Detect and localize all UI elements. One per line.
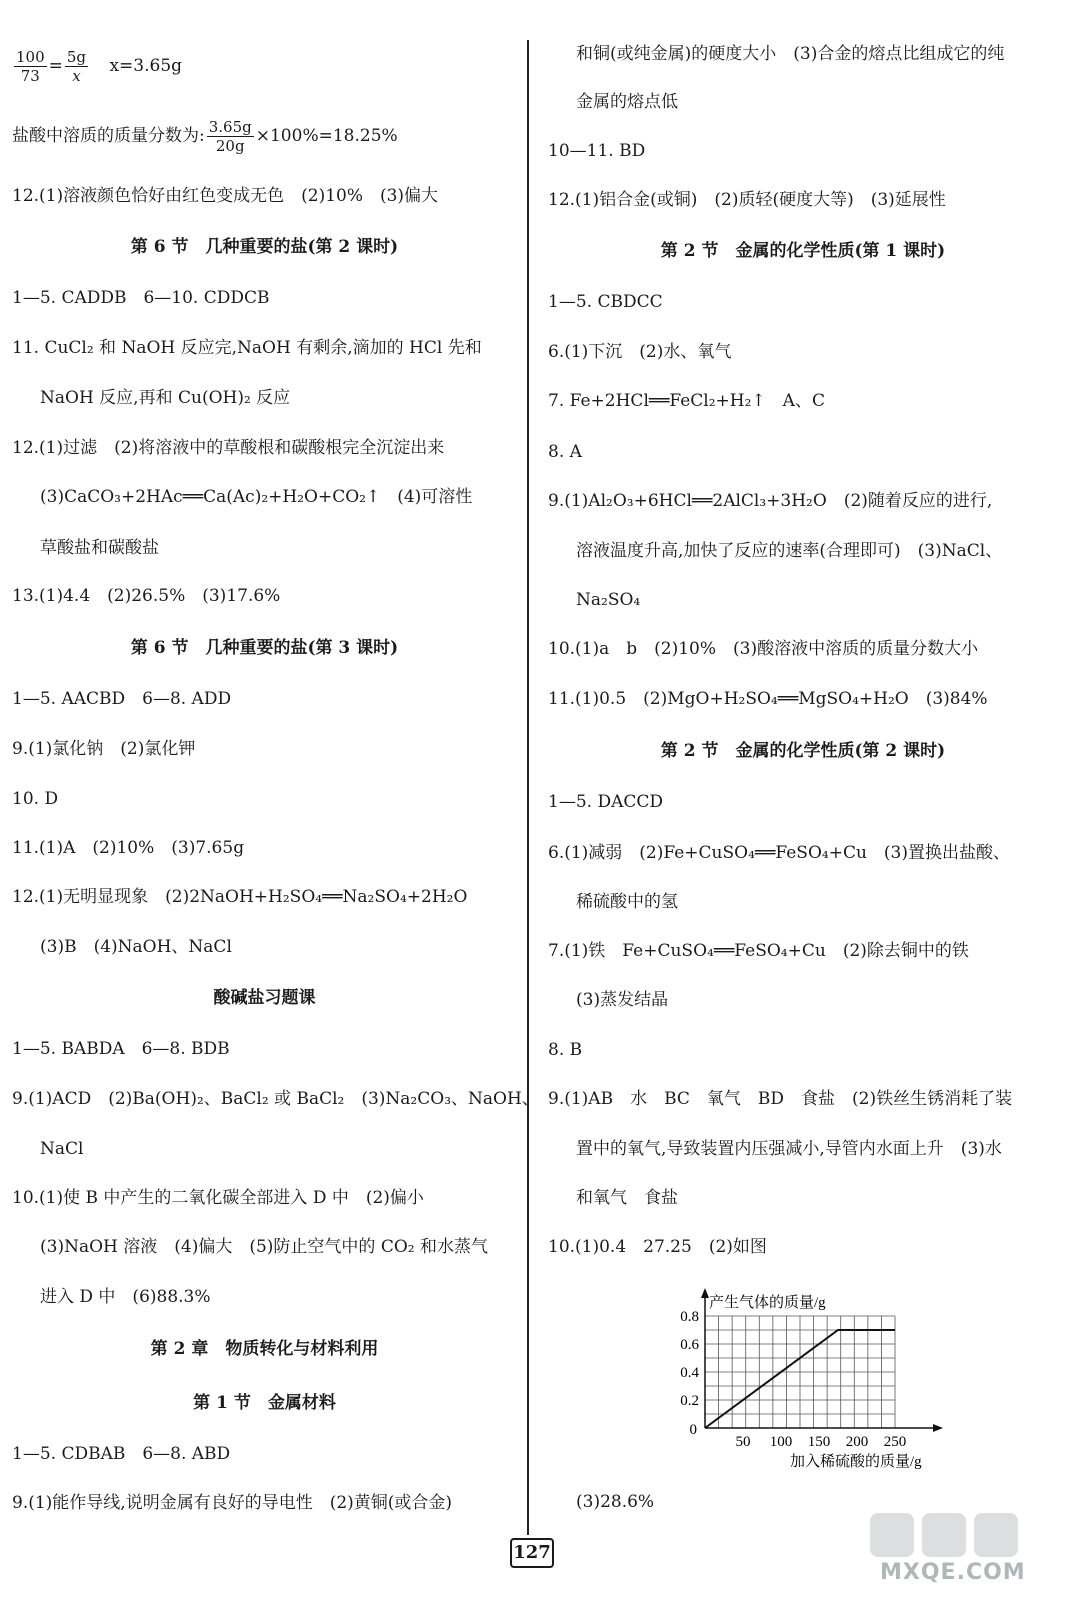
y-axis-arrow — [701, 1288, 709, 1298]
answer-line: 置中的氧气,导致装置内压强减小,导管内水面上升 (3)水 — [576, 1139, 1002, 1159]
answer-line: 10—11. BD — [548, 141, 646, 161]
answer-line: (3)NaOH 溶液 (4)偏大 (5)防止空气中的 CO₂ 和水蒸气 — [40, 1237, 488, 1257]
answer-line: (3)CaCO₃+2HAc══Ca(Ac)₂+H₂O+CO₂↑ (4)可溶性 — [40, 487, 473, 507]
answer-line: Na₂SO₄ — [576, 590, 641, 610]
answer-line: 11.(1)0.5 (2)MgO+H₂SO₄══MgSO₄+H₂O (3)84% — [548, 689, 988, 709]
section-heading: 第 6 节 几种重要的盐(第 3 课时) — [130, 638, 399, 658]
denominator: 73 — [20, 67, 40, 85]
chapter-heading: 第 2 章 物质转化与材料利用 — [150, 1339, 379, 1359]
x-axis-arrow — [933, 1424, 943, 1432]
answer-line: 9.(1)ACD (2)Ba(OH)₂、BaCl₂ 或 BaCl₂ (3)Na₂CO₃、NaOH、 — [12, 1089, 539, 1109]
answer-line: 11.(1)A (2)10% (3)7.65g — [12, 838, 245, 858]
y-tick-label: 0.4 — [680, 1365, 699, 1381]
numerator: 3.65g — [208, 118, 252, 136]
answer-line: 1—5. CBDCC — [548, 292, 663, 312]
x-tick-label: 150 — [807, 1434, 831, 1450]
section-heading: 第 1 节 金属材料 — [193, 1393, 336, 1413]
x-tick-label: 250 — [883, 1434, 907, 1450]
answer-line: 10.(1)a b (2)10% (3)酸溶液中溶质的质量分数大小 — [548, 639, 979, 659]
answer-line: 7.(1)铁 Fe+CuSO₄══FeSO₄+Cu (2)除去铜中的铁 — [548, 941, 969, 961]
answer-line: 1—5. BABDA 6—8. BDB — [12, 1039, 230, 1059]
answer-line: 进入 D 中 (6)88.3% — [40, 1287, 211, 1307]
answer-line: NaCl — [40, 1139, 84, 1159]
section-heading: 第 6 节 几种重要的盐(第 2 课时) — [130, 237, 399, 257]
answer-line: (3)B (4)NaOH、NaCl — [40, 937, 232, 957]
answer-line: 9.(1)Al₂O₃+6HCl══2AlCl₃+3H₂O (2)随着反应的进行, — [548, 491, 993, 511]
equation-result: x=3.65g — [109, 56, 183, 76]
y-axis-label: 产生气体的质量/g — [709, 1295, 826, 1311]
answer-line: 8. B — [548, 1040, 583, 1060]
section-heading: 酸碱盐习题课 — [213, 988, 316, 1008]
answer-line: 11. CuCl₂ 和 NaOH 反应完,NaOH 有剩余,滴加的 HCl 先和 — [12, 338, 482, 358]
x-tick-label: 200 — [845, 1434, 869, 1450]
answer-line: 10.(1)使 B 中产生的二氧化碳全部进入 D 中 (2)偏小 — [12, 1188, 424, 1208]
gas-mass-chart — [660, 1283, 960, 1483]
numerator: 100 — [16, 48, 45, 66]
section-heading: 第 2 节 金属的化学性质(第 2 课时) — [660, 741, 946, 761]
answer-line: 稀硫酸中的氢 — [576, 892, 678, 912]
answer-line: 9.(1)氯化钠 (2)氯化钾 — [12, 739, 196, 759]
answer-line: 1—5. DACCD — [548, 792, 663, 812]
section-heading: 第 2 节 金属的化学性质(第 1 课时) — [660, 241, 946, 261]
answer-line: 6.(1)下沉 (2)水、氧气 — [548, 342, 732, 362]
x-axis-label: 加入稀硫酸的质量/g — [790, 1454, 922, 1470]
text: ×100%=18.25% — [255, 126, 398, 146]
answer-line: 金属的熔点低 — [576, 92, 678, 112]
answer-line: 6.(1)减弱 (2)Fe+CuSO₄══FeSO₄+Cu (3)置换出盐酸、 — [548, 843, 1010, 863]
answer-line: 10. D — [12, 789, 59, 809]
answer-line: 草酸盐和碳酸盐 — [40, 538, 159, 558]
column-divider — [527, 40, 529, 1535]
x-tick-label: 100 — [769, 1434, 793, 1450]
answer-line: 12.(1)无明显现象 (2)2NaOH+H₂SO₄══Na₂SO₄+2H₂O — [12, 887, 468, 907]
fraction — [14, 48, 47, 85]
origin-label: 0 — [689, 1422, 697, 1438]
mass-fraction-line — [12, 118, 398, 155]
answer-line: 13.(1)4.4 (2)26.5% (3)17.6% — [12, 586, 281, 606]
y-tick-label: 0.8 — [680, 1309, 699, 1325]
answer-line: 12.(1)铝合金(或铜) (2)质轻(硬度大等) (3)延展性 — [548, 190, 946, 210]
answer-line: 12.(1)溶液颜色恰好由红色变成无色 (2)10% (3)偏大 — [12, 186, 439, 206]
answer-line: 7. Fe+2HCl══FeCl₂+H₂↑ A、C — [548, 391, 825, 411]
x-tick-label: 50 — [735, 1434, 751, 1450]
answer-line: 和铜(或纯金属)的硬度大小 (3)合金的熔点比组成它的纯 — [576, 44, 1005, 64]
answer-line: (3)28.6% — [576, 1492, 655, 1512]
denominator: 20g — [215, 137, 245, 155]
answer-line: 9.(1)AB 水 BC 氧气 BD 食盐 (2)铁丝生锈消耗了装 — [548, 1089, 1013, 1109]
denominator: x — [72, 67, 81, 85]
numerator: 5g — [66, 48, 87, 66]
answer-line: 8. A — [548, 442, 582, 462]
answer-line: 12.(1)过滤 (2)将溶液中的草酸根和碳酸根完全沉淀出来 — [12, 438, 445, 458]
y-tick-label: 0.6 — [680, 1337, 699, 1353]
fraction — [65, 48, 88, 85]
fraction-equation — [12, 48, 182, 85]
y-tick-label: 0.2 — [680, 1393, 699, 1409]
answer-line: (3)蒸发结晶 — [576, 990, 669, 1010]
answer-line: 9.(1)能作导线,说明金属有良好的导电性 (2)黄铜(或合金) — [12, 1493, 453, 1513]
page-number: 127 — [510, 1538, 554, 1568]
answer-line: 1—5. CADDB 6—10. CDDCB — [12, 288, 270, 308]
answer-line: NaOH 反应,再和 Cu(OH)₂ 反应 — [40, 388, 291, 408]
answer-line: 10.(1)0.4 27.25 (2)如图 — [548, 1237, 767, 1257]
equals-sign: = — [48, 56, 63, 76]
fraction — [207, 118, 254, 155]
answer-line: 1—5. AACBD 6—8. ADD — [12, 689, 232, 709]
text: 盐酸中溶质的质量分数为: — [12, 126, 205, 146]
answer-line: 1—5. CDBAB 6—8. ABD — [12, 1444, 231, 1464]
watermark-text: MXQE.COM — [880, 1560, 1026, 1585]
answer-line: 和氧气 食盐 — [576, 1188, 678, 1208]
answer-line: 溶液温度升高,加快了反应的速率(合理即可) (3)NaCl、 — [576, 541, 1003, 561]
